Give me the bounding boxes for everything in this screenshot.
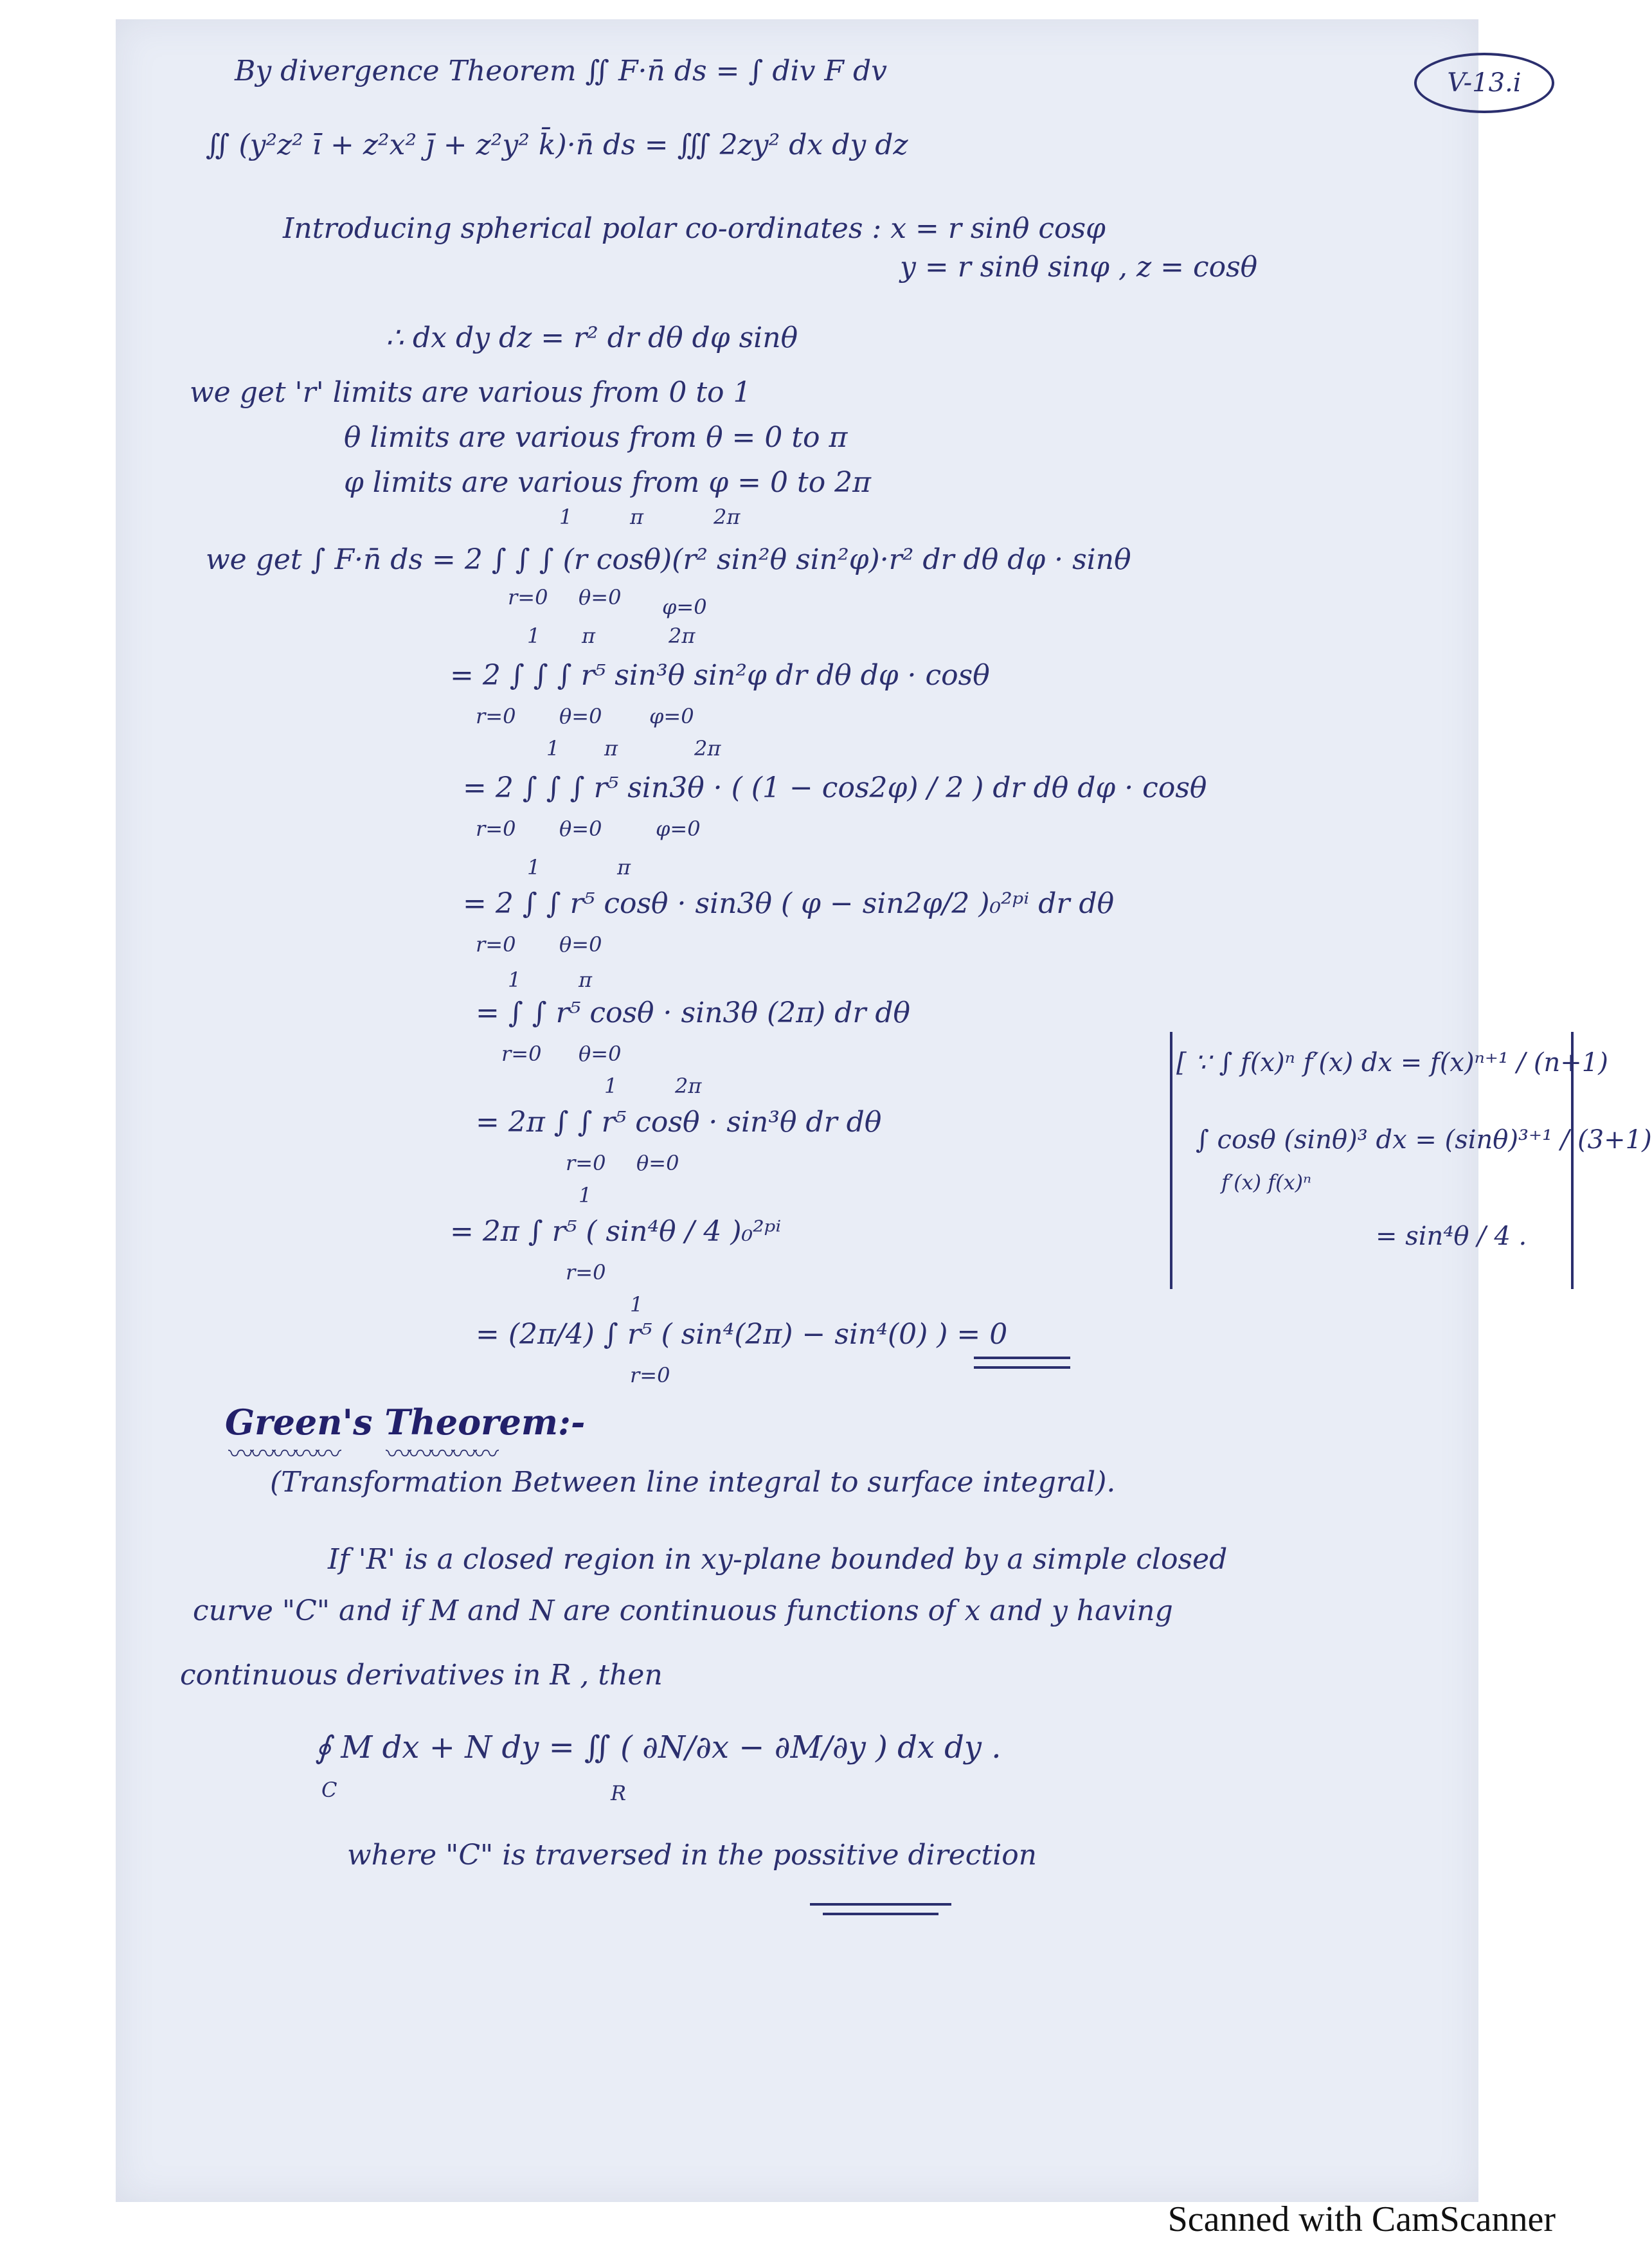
camscanner-watermark: Scanned with CamScanner [1167,2199,1556,2239]
heading-squiggle: 〰〰〰〰〰 [386,1439,495,1469]
integral-step-4: = ∫ ∫ r⁵ cosθ · sin3θ (2π) dr dθ [476,997,911,1029]
limit-lower: φ=0 [649,704,694,728]
limit-lower: r=0 [476,932,516,957]
limit-lower: θ=0 [559,817,602,841]
integral-step-3: = 2 ∫ ∫ r⁵ cosθ · sin3θ ( φ − sin2φ/2 )₀²ᵖⁱ dr dθ [463,887,1115,920]
section-end-underline-2 [823,1913,938,1915]
phi-limits: φ limits are various from φ = 0 to 2π [344,466,872,499]
theta-limits: θ limits are various from θ = 0 to π [344,421,848,454]
limit-lower: r=0 [476,704,516,728]
greens-text-2: curve "C" and if M and N are continuous functions of x and y having [193,1594,1173,1627]
volume-element: ∴ dx dy dz = r² dr dθ dφ sinθ [386,321,798,354]
heading-squiggle: 〰〰〰〰〰 [228,1439,337,1469]
limit-upper: 1 [604,1074,618,1098]
greens-formula: ∮ M dx + N dy = ∬ ( ∂N/∂x − ∂M/∂y ) dx dy . [315,1729,1001,1765]
limit-upper: 1 [508,968,521,992]
note-formula-1: [ ∵ ∫ f(x)ⁿ f′(x) dx = f(x)ⁿ⁺¹ / (n+1) [1176,1048,1608,1078]
note-formula-4: = sin⁴θ / 4 . [1376,1222,1527,1251]
limit-lower: θ=0 [579,585,622,609]
limit-upper: 1 [559,505,573,529]
formula-sub-c: C [321,1778,337,1802]
limit-lower: θ=0 [559,704,602,728]
surface-integral-equation: ∬ (y²z² ī + z²x² j̄ + z²y² k̄)·n̄ ds = ∭ 2zy² dx dy dz [206,129,908,161]
integral-step-5: = 2π ∫ ∫ r⁵ cosθ · sin³θ dr dθ [476,1106,882,1139]
greens-where: where "C" is traversed in the possitive direction [347,1839,1037,1872]
limit-upper: 2π [675,1074,702,1098]
limit-upper: 1 [579,1183,592,1207]
limit-upper: π [630,505,644,529]
limit-lower: r=0 [566,1151,606,1175]
limit-upper: π [604,736,618,761]
limit-upper: 1 [546,736,560,761]
limit-lower: θ=0 [579,1042,622,1066]
limit-upper: π [579,968,593,992]
note-formula-3: f′(x) f(x)ⁿ [1221,1170,1312,1195]
limit-lower: r=0 [501,1042,542,1066]
formula-sub-r: R [611,1781,627,1805]
integral-step-6: = 2π ∫ r⁵ ( sin⁴θ / 4 )₀²ᵖⁱ [450,1215,782,1248]
spherical-coordinates-yz: y = r sinθ sinφ , z = cosθ [900,251,1258,284]
limit-lower: φ=0 [656,817,701,841]
flux-integral: we get ∫ F·n̄ ds = 2 ∫ ∫ ∫ (r cosθ)(r² sin²θ sin²φ)·r² dr dθ dφ · sinθ [206,543,1131,576]
result-underline-1 [974,1357,1070,1359]
limit-lower: r=0 [476,817,516,841]
divergence-statement: By divergence Theorem ∬ F·n̄ ds = ∫ div F dv [235,55,887,87]
limit-upper: 1 [630,1292,643,1317]
integral-result: = (2π/4) ∫ r⁵ ( sin⁴(2π) − sin⁴(0) ) = 0 [476,1318,1008,1351]
limit-upper: 1 [527,855,541,880]
limit-lower: r=0 [630,1363,670,1387]
limit-upper: 2π [694,736,721,761]
spherical-coordinates-x: Introducing spherical polar co-ordinates : x = r sinθ cosφ [283,212,1106,245]
limit-upper: 1 [527,624,541,648]
result-underline-2 [974,1366,1070,1369]
limit-lower: θ=0 [559,932,602,957]
limit-lower: r=0 [508,585,548,609]
integral-step-2: = 2 ∫ ∫ ∫ r⁵ sin3θ · ( (1 − cos2φ) / 2 ) dr dθ dφ · cosθ [463,772,1207,804]
limit-upper: 2π [669,624,696,648]
greens-text-1: If 'R' is a closed region in xy-plane bounded by a simple closed [328,1543,1228,1576]
limit-upper: π [582,624,596,648]
section-end-underline-1 [810,1903,951,1906]
limit-lower: θ=0 [636,1151,679,1175]
r-limits: we get 'r' limits are various from 0 to 1 [190,376,751,409]
limit-lower: φ=0 [662,595,707,619]
greens-subheading: (Transformation Between line integral to surface integral). [270,1466,1116,1499]
scanned-page [116,19,1652,2202]
note-formula-2: ∫ cosθ (sinθ)³ dx = (sinθ)³⁺¹ / (3+1) [1196,1125,1652,1155]
integral-step-1: = 2 ∫ ∫ ∫ r⁵ sin³θ sin²φ dr dθ dφ · cosθ [450,659,990,692]
limit-upper: 2π [714,505,741,529]
page-number-badge: V-13.i [1414,53,1554,113]
limit-upper: π [617,855,631,880]
greens-heading: Green's Theorem:- [225,1402,586,1443]
limit-lower: r=0 [566,1260,606,1285]
greens-text-3: continuous derivatives in R , then [180,1659,663,1692]
